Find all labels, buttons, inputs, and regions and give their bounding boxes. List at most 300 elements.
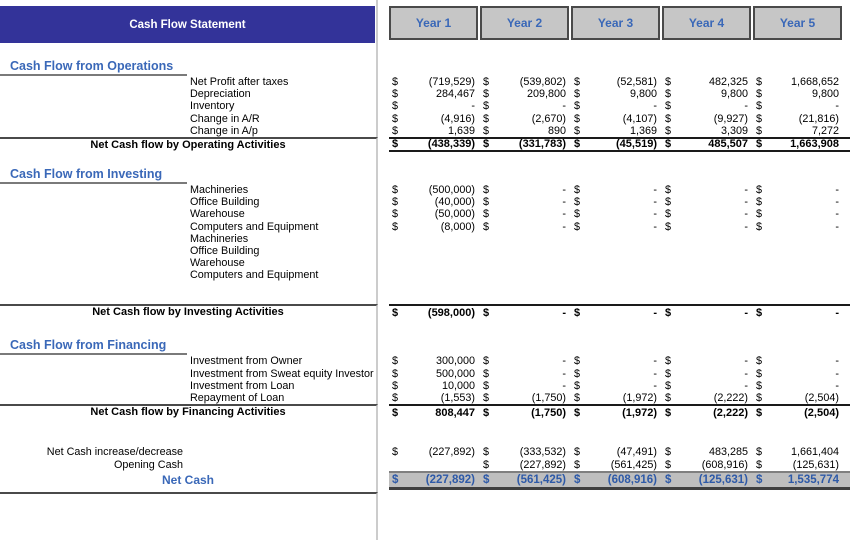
currency-symbol: $ — [483, 367, 490, 380]
currency-symbol: $ — [483, 220, 490, 233]
gap-3-values — [378, 319, 850, 336]
row-computers-and-equipment-2-label[interactable]: Computers and Equipment — [0, 269, 378, 281]
cell-value: 9,800 — [811, 88, 839, 101]
total-financing-activities-year1-cell[interactable] — [389, 407, 478, 419]
currency-symbol: $ — [574, 392, 581, 404]
row-opening-cash — [0, 459, 850, 472]
currency-symbol: $ — [392, 367, 399, 380]
currency-symbol: $ — [756, 183, 763, 196]
currency-symbol: $ — [756, 367, 763, 380]
row-computers-and-equipment-year5-cell[interactable] — [753, 221, 842, 233]
cell-value: - — [562, 208, 566, 221]
row-net-profit-after-taxes-year3-cell[interactable] — [571, 76, 660, 88]
row-investment-from-owner-year5-cell[interactable] — [753, 355, 842, 367]
row-computers-and-equipment — [0, 221, 850, 233]
row-investment-from-owner-year3-cell[interactable] — [571, 355, 660, 367]
total-investing-activities-year3-cell[interactable] — [571, 307, 660, 319]
row-net-profit-after-taxes — [0, 76, 850, 88]
cell-value: (52,581) — [616, 76, 657, 88]
currency-symbol: $ — [756, 124, 763, 137]
total-operating-activities-year5-cell[interactable] — [753, 138, 842, 150]
cell-value: 482,325 — [708, 76, 748, 88]
row-inventory-year5-cell[interactable] — [753, 100, 842, 112]
currency-symbol: $ — [756, 392, 763, 404]
row-repayment-of-loan-year4-cell[interactable] — [662, 392, 751, 404]
cell-value: 808,447 — [435, 406, 475, 419]
row-machineries — [0, 184, 850, 196]
cell-value: 9,800 — [720, 88, 748, 101]
row-investment-from-owner — [0, 355, 850, 367]
currency-symbol: $ — [665, 88, 672, 101]
row-office-building-2-label[interactable]: Office Building — [0, 245, 378, 257]
cell-value: 300,000 — [435, 355, 475, 368]
row-investment-from-sweat-equity-investor-label[interactable]: Investment from Sweat equity Investor — [0, 368, 378, 380]
row-inventory-year3-cell[interactable] — [571, 100, 660, 112]
cell-value: 1,668,652 — [790, 76, 839, 88]
currency-symbol: $ — [756, 196, 763, 209]
row-machineries-values — [378, 184, 850, 196]
row-repayment-of-loan-label[interactable]: Repayment of Loan — [0, 392, 378, 404]
total-investing-activities-year4-cell[interactable] — [662, 307, 751, 319]
row-repayment-of-loan-year1-cell[interactable] — [389, 392, 478, 404]
row-machineries-year1-cell[interactable] — [389, 184, 478, 196]
cell-value: (500,000) — [428, 183, 475, 196]
row-net-profit-after-taxes-year4-cell[interactable] — [662, 76, 751, 88]
row-net-cash-year3-cell[interactable] — [571, 474, 660, 486]
section-operations-values — [378, 57, 850, 76]
currency-symbol: $ — [665, 124, 672, 137]
currency-symbol: $ — [665, 367, 672, 380]
row-change-in-ar-year1-cell[interactable] — [389, 113, 478, 125]
currency-symbol: $ — [483, 474, 490, 487]
currency-symbol: $ — [574, 208, 581, 221]
currency-symbol: $ — [483, 112, 490, 125]
row-investment-from-sweat-equity-investor-year3-cell[interactable] — [571, 368, 660, 380]
row-investment-from-sweat-equity-investor-year1-cell[interactable] — [389, 368, 478, 380]
cell-value: (2,222) — [713, 406, 748, 419]
row-change-in-ap — [0, 125, 850, 137]
row-inventory-year2-cell[interactable] — [480, 100, 569, 112]
currency-symbol: $ — [574, 100, 581, 113]
row-repayment-of-loan-year3-cell[interactable] — [571, 392, 660, 404]
section-investing-values — [378, 165, 850, 184]
total-operating-activities-label[interactable]: Net Cash flow by Operating Activities — [0, 137, 378, 152]
cell-value: (2,504) — [804, 406, 839, 419]
row-net-cash-increase-decrease-year1-cell[interactable] — [389, 446, 478, 459]
total-operating-activities-year4-cell[interactable] — [662, 138, 751, 150]
row-depreciation-year1-cell[interactable] — [389, 88, 478, 100]
row-office-building-2 — [0, 245, 850, 257]
title-cell — [0, 0, 378, 44]
row-inventory-values — [378, 100, 850, 112]
row-office-building-year1-cell[interactable] — [389, 196, 478, 208]
cell-value: (2,670) — [531, 112, 566, 125]
currency-symbol: $ — [392, 306, 399, 319]
row-net-profit-after-taxes-year2-cell[interactable] — [480, 76, 569, 88]
cell-value: 284,467 — [435, 88, 475, 101]
row-office-building-values — [378, 196, 850, 208]
section-operations-heading[interactable]: Cash Flow from Operations — [0, 58, 187, 76]
currency-symbol: $ — [392, 138, 399, 151]
row-opening-cash-year3-cell[interactable] — [571, 459, 660, 472]
currency-symbol: $ — [665, 446, 672, 459]
section-operations-label[interactable] — [0, 57, 378, 76]
currency-symbol: $ — [574, 183, 581, 196]
row-investment-from-loan-year2-cell[interactable] — [480, 380, 569, 392]
total-investing-activities-year1-cell[interactable] — [389, 307, 478, 319]
cell-value: - — [744, 306, 748, 319]
cell-value: - — [653, 220, 657, 233]
row-warehouse-values — [378, 208, 850, 220]
row-investment-from-sweat-equity-investor-values — [378, 368, 850, 380]
row-warehouse-label[interactable]: Warehouse — [0, 208, 378, 220]
total-operating-activities-year3-cell[interactable] — [571, 138, 660, 150]
row-net-cash-year5-cell[interactable] — [753, 474, 842, 486]
row-warehouse-2-label[interactable]: Warehouse — [0, 257, 378, 269]
currency-symbol: $ — [483, 458, 490, 471]
total-financing-activities-year5-cell[interactable] — [753, 407, 842, 419]
row-computers-and-equipment-2-values — [378, 269, 850, 281]
cell-value: 1,639 — [447, 124, 475, 137]
row-investment-from-sweat-equity-investor-year4-cell[interactable] — [662, 368, 751, 380]
total-financing-activities-year3-cell[interactable] — [571, 407, 660, 419]
total-financing-activities — [0, 404, 850, 419]
cell-value: 485,507 — [708, 138, 748, 151]
currency-symbol: $ — [756, 379, 763, 392]
row-change-in-ar-year5-cell[interactable] — [753, 113, 842, 125]
currency-symbol: $ — [756, 208, 763, 221]
row-opening-cash-year4-cell[interactable] — [662, 459, 751, 472]
year-5-header[interactable]: Year 5 — [753, 6, 842, 40]
cell-value: (539,802) — [519, 76, 566, 88]
row-change-in-ar-year2-cell[interactable] — [480, 113, 569, 125]
row-computers-and-equipment-year2-cell[interactable] — [480, 221, 569, 233]
row-opening-cash-year5-cell[interactable] — [753, 459, 842, 472]
row-office-building — [0, 196, 850, 208]
currency-symbol: $ — [392, 196, 399, 209]
row-investment-from-owner-year1-cell[interactable] — [389, 355, 478, 367]
currency-symbol: $ — [574, 406, 581, 419]
currency-symbol: $ — [665, 474, 672, 487]
cell-value: (608,916) — [701, 458, 748, 471]
currency-symbol: $ — [483, 406, 490, 419]
cell-value: - — [744, 208, 748, 221]
cell-value: - — [653, 208, 657, 221]
cell-value: - — [744, 355, 748, 368]
row-depreciation-year4-cell[interactable] — [662, 88, 751, 100]
row-warehouse-year1-cell[interactable] — [389, 208, 478, 220]
cell-value: (1,972) — [622, 392, 657, 404]
row-investment-from-loan — [0, 380, 850, 392]
year-2-header[interactable]: Year 2 — [480, 6, 569, 40]
cell-value: (4,107) — [622, 112, 657, 125]
currency-symbol: $ — [574, 446, 581, 459]
row-net-profit-after-taxes-year5-cell[interactable] — [753, 76, 842, 88]
year-3-header[interactable]: Year 3 — [571, 6, 660, 40]
row-change-in-ar-year4-cell[interactable] — [662, 113, 751, 125]
currency-symbol: $ — [574, 379, 581, 392]
total-investing-activities-year5-cell[interactable] — [753, 307, 842, 319]
cell-value: - — [835, 100, 839, 113]
row-warehouse-year5-cell[interactable] — [753, 208, 842, 220]
cell-value: - — [653, 306, 657, 319]
row-computers-and-equipment-2 — [0, 269, 850, 281]
section-financing — [0, 336, 850, 355]
cell-value: (8,000) — [440, 220, 475, 233]
row-net-cash-increase-decrease-label[interactable]: Net Cash increase/decrease — [0, 446, 378, 459]
section-financing-label[interactable] — [0, 336, 378, 355]
year-headers — [378, 0, 850, 44]
row-net-profit-after-taxes-values — [378, 76, 850, 88]
cell-value: (47,491) — [616, 446, 657, 459]
cell-value: - — [835, 306, 839, 319]
cell-value: - — [835, 379, 839, 392]
currency-symbol: $ — [483, 76, 490, 88]
currency-symbol: $ — [756, 458, 763, 471]
currency-symbol: $ — [756, 100, 763, 113]
total-financing-activities-values — [389, 404, 850, 419]
row-office-building-year2-cell[interactable] — [480, 196, 569, 208]
currency-symbol: $ — [756, 220, 763, 233]
row-investment-from-sweat-equity-investor — [0, 368, 850, 380]
currency-symbol: $ — [574, 367, 581, 380]
cell-value: 10,000 — [441, 379, 475, 392]
currency-symbol: $ — [756, 138, 763, 151]
row-office-building-year3-cell[interactable] — [571, 196, 660, 208]
cell-value: (125,631) — [792, 458, 839, 471]
currency-symbol: $ — [483, 208, 490, 221]
row-net-cash-increase-decrease-year3-cell[interactable] — [571, 446, 660, 459]
cell-value: - — [562, 355, 566, 368]
total-operating-activities-year2-cell[interactable] — [480, 138, 569, 150]
filler-label — [0, 494, 378, 540]
total-investing-activities-values — [389, 304, 850, 319]
row-change-in-ar-year3-cell[interactable] — [571, 113, 660, 125]
currency-symbol: $ — [392, 392, 399, 404]
currency-symbol: $ — [756, 88, 763, 101]
row-investment-from-sweat-equity-investor-year2-cell[interactable] — [480, 368, 569, 380]
section-operations — [0, 57, 850, 76]
row-change-in-ar-label[interactable]: Change in A/R — [0, 113, 378, 125]
sheet-title[interactable]: Cash Flow Statement — [0, 6, 375, 43]
row-change-in-ap-year2-cell[interactable] — [480, 125, 569, 137]
row-change-in-ap-year3-cell[interactable] — [571, 125, 660, 137]
currency-symbol: $ — [756, 446, 763, 459]
cell-value: (608,916) — [607, 474, 657, 487]
row-opening-cash-year2-cell[interactable] — [480, 459, 569, 472]
row-net-cash-values — [389, 471, 850, 490]
cell-value: - — [471, 100, 475, 113]
row-machineries-year5-cell[interactable] — [753, 184, 842, 196]
currency-symbol: $ — [665, 355, 672, 368]
row-change-in-ap-year1-cell[interactable] — [389, 125, 478, 137]
row-net-cash-increase-decrease-year4-cell[interactable] — [662, 446, 751, 459]
row-opening-cash-values — [378, 459, 850, 472]
cell-value: - — [653, 183, 657, 196]
currency-symbol: $ — [392, 100, 399, 113]
gap-3-label — [0, 319, 378, 336]
cell-value: (4,916) — [440, 112, 475, 125]
row-computers-and-equipment-year1-cell[interactable] — [389, 221, 478, 233]
row-inventory — [0, 100, 850, 112]
row-investment-from-owner-year2-cell[interactable] — [480, 355, 569, 367]
row-repayment-of-loan-year5-cell[interactable] — [753, 392, 842, 404]
row-investment-from-owner-label[interactable]: Investment from Owner — [0, 355, 378, 367]
row-depreciation-year3-cell[interactable] — [571, 88, 660, 100]
row-net-cash-increase-decrease-values — [378, 446, 850, 459]
row-change-in-ar — [0, 113, 850, 125]
currency-symbol: $ — [665, 379, 672, 392]
row-opening-cash-label[interactable]: Opening Cash — [0, 459, 378, 472]
row-warehouse-year2-cell[interactable] — [480, 208, 569, 220]
row-net-cash-increase-decrease — [0, 446, 850, 459]
currency-symbol: $ — [665, 100, 672, 113]
section-investing-label[interactable] — [0, 165, 378, 184]
row-net-cash-year2-cell[interactable] — [480, 474, 569, 486]
cell-value: (227,892) — [519, 458, 566, 471]
total-financing-activities-label[interactable]: Net Cash flow by Financing Activities — [0, 404, 378, 419]
row-investment-from-loan-year5-cell[interactable] — [753, 380, 842, 392]
currency-symbol: $ — [574, 124, 581, 137]
row-warehouse-year4-cell[interactable] — [662, 208, 751, 220]
total-operating-activities-year1-cell[interactable] — [389, 138, 478, 150]
cell-value: - — [744, 196, 748, 209]
row-office-building-year4-cell[interactable] — [662, 196, 751, 208]
row-inventory-year1-cell[interactable] — [389, 100, 478, 112]
row-net-cash-increase-decrease-year5-cell[interactable] — [753, 446, 842, 459]
cell-value: (9,927) — [713, 112, 748, 125]
row-office-building-year5-cell[interactable] — [753, 196, 842, 208]
currency-symbol: $ — [756, 112, 763, 125]
row-repayment-of-loan-year2-cell[interactable] — [480, 392, 569, 404]
row-inventory-year4-cell[interactable] — [662, 100, 751, 112]
row-investment-from-loan-year1-cell[interactable] — [389, 380, 478, 392]
row-investment-from-loan-label[interactable]: Investment from Loan — [0, 380, 378, 392]
row-investment-from-sweat-equity-investor-year5-cell[interactable] — [753, 368, 842, 380]
currency-symbol: $ — [665, 76, 672, 88]
row-machineries-year4-cell[interactable] — [662, 184, 751, 196]
gap-4 — [0, 419, 850, 446]
cell-value: (50,000) — [434, 208, 475, 221]
row-machineries-2 — [0, 233, 850, 245]
row-machineries-2-label[interactable]: Machineries — [0, 233, 378, 245]
cell-value: 1,369 — [629, 124, 657, 137]
cell-value: - — [744, 100, 748, 113]
row-change-in-ap-year4-cell[interactable] — [662, 125, 751, 137]
cell-value: (2,504) — [804, 392, 839, 404]
gap-1-values — [378, 152, 850, 165]
row-depreciation-year5-cell[interactable] — [753, 88, 842, 100]
year-1-header[interactable]: Year 1 — [389, 6, 478, 40]
cell-value: 209,800 — [526, 88, 566, 101]
cell-value: - — [744, 379, 748, 392]
row-computers-and-equipment-year4-cell[interactable] — [662, 221, 751, 233]
row-investment-from-owner-year4-cell[interactable] — [662, 355, 751, 367]
row-net-profit-after-taxes-year1-cell[interactable] — [389, 76, 478, 88]
cell-value: - — [835, 355, 839, 368]
section-financing-heading[interactable]: Cash Flow from Financing — [0, 337, 187, 355]
row-net-cash-year4-cell[interactable] — [662, 474, 751, 486]
row-machineries-year2-cell[interactable] — [480, 184, 569, 196]
row-change-in-ap-label[interactable]: Change in A/p — [0, 125, 378, 137]
currency-symbol: $ — [392, 406, 399, 419]
row-machineries-label[interactable]: Machineries — [0, 184, 378, 196]
cell-value: - — [562, 306, 566, 319]
currency-symbol: $ — [483, 124, 490, 137]
row-depreciation-year2-cell[interactable] — [480, 88, 569, 100]
year-4-header[interactable]: Year 4 — [662, 6, 751, 40]
total-financing-activities-year4-cell[interactable] — [662, 407, 751, 419]
currency-symbol: $ — [483, 392, 490, 404]
cell-value: 1,663,908 — [790, 138, 839, 151]
row-warehouse-year3-cell[interactable] — [571, 208, 660, 220]
currency-symbol: $ — [483, 183, 490, 196]
row-investment-from-loan-year3-cell[interactable] — [571, 380, 660, 392]
row-net-cash-label[interactable]: Net Cash — [0, 471, 378, 490]
cell-value: (1,553) — [440, 392, 475, 404]
section-investing-heading[interactable]: Cash Flow from Investing — [0, 166, 187, 184]
currency-symbol: $ — [574, 88, 581, 101]
cell-value: (227,892) — [428, 446, 475, 459]
total-investing-activities-label[interactable]: Net Cash flow by Investing Activities — [0, 304, 378, 319]
gap-2 — [0, 281, 850, 304]
row-change-in-ap-year5-cell[interactable] — [753, 125, 842, 137]
cell-value: (438,339) — [427, 138, 475, 151]
cell-value: - — [653, 379, 657, 392]
row-repayment-of-loan-values — [378, 392, 850, 404]
currency-symbol: $ — [483, 138, 490, 151]
gap-2-label — [0, 281, 378, 304]
cell-value: - — [835, 367, 839, 380]
row-change-in-ar-values — [378, 113, 850, 125]
currency-symbol: $ — [483, 379, 490, 392]
row-net-cash-increase-decrease-year2-cell[interactable] — [480, 446, 569, 459]
currency-symbol: $ — [756, 355, 763, 368]
currency-symbol: $ — [392, 124, 399, 137]
section-financing-values — [378, 336, 850, 355]
row-net-profit-after-taxes-label[interactable]: Net Profit after taxes — [0, 76, 378, 88]
row-office-building-2-values — [378, 245, 850, 257]
row-net-cash-year1-cell[interactable] — [389, 474, 478, 486]
row-machineries-year3-cell[interactable] — [571, 184, 660, 196]
row-depreciation-label[interactable]: Depreciation — [0, 88, 378, 100]
row-depreciation-values — [378, 88, 850, 100]
currency-symbol: $ — [574, 76, 581, 88]
currency-symbol: $ — [756, 76, 763, 88]
currency-symbol: $ — [665, 306, 672, 319]
total-investing-activities-year2-cell[interactable] — [480, 307, 569, 319]
currency-symbol: $ — [483, 100, 490, 113]
row-computers-and-equipment-values — [378, 221, 850, 233]
cell-value: (331,783) — [518, 138, 566, 151]
cell-value: (598,000) — [427, 306, 475, 319]
currency-symbol: $ — [756, 406, 763, 419]
currency-symbol: $ — [574, 112, 581, 125]
cell-value: 3,309 — [720, 124, 748, 137]
cell-value: - — [835, 220, 839, 233]
cell-value: - — [562, 220, 566, 233]
total-financing-activities-year2-cell[interactable] — [480, 407, 569, 419]
row-warehouse-2 — [0, 257, 850, 269]
row-computers-and-equipment-year3-cell[interactable] — [571, 221, 660, 233]
row-inventory-label[interactable]: Inventory — [0, 100, 378, 112]
currency-symbol: $ — [574, 474, 581, 487]
row-investment-from-loan-year4-cell[interactable] — [662, 380, 751, 392]
cell-value: 7,272 — [811, 124, 839, 137]
row-office-building-label[interactable]: Office Building — [0, 196, 378, 208]
row-computers-and-equipment-label[interactable]: Computers and Equipment — [0, 221, 378, 233]
section-investing — [0, 165, 850, 184]
